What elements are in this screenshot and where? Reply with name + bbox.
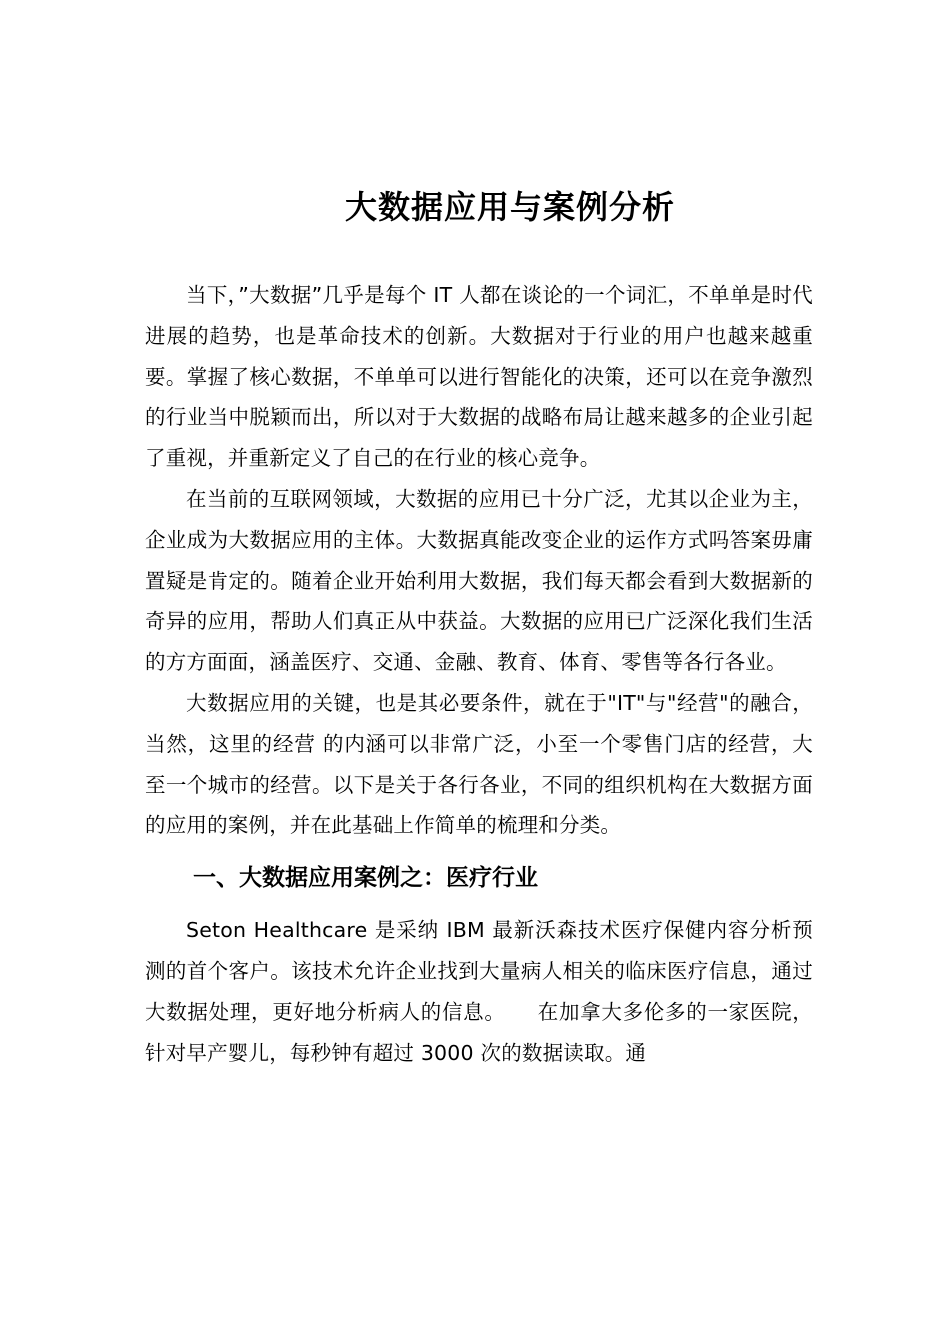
paragraph-internet-field: 在当前的互联网领域，大数据的应用已十分广泛，尤其以企业为主，企业成为大数据应用的主体。大数据真能改变企业的运作方式吗答案毋庸置疑是肯定的。随着企业开始利用大数据，我们每天都会看到大数据新的奇异的应用，帮助人们真正从中获益。大数据的应用已广泛深化我们生活的方方面面，涵盖医疗、交通、金融、教育、体育、零售等各行各业。 [145,486,813,675]
document-title: 大数据应用与案例分析 [344,188,675,226]
paragraph-intro: 当下，”大数据”几乎是每个 IT 人都在谈论的一个词汇，不单单是时代进展的趋势，也是革命技术的创新。大数据对于行业的用户也越来越重要。掌握了核心数据，不单单可以进行智能化的决策，还可以在竞争激烈的行业当中脱颖而出，所以对于大数据的战略布局让越来越多的企业引起了重视，并重新定义了自己的在行业的核心竞争。 [145,283,813,471]
section-heading-medical: 一、大数据应用案例之：医疗行业 [193,865,538,892]
paragraph-medical-case: Seton Healthcare 是采纳 IBM 最新沃森技术医疗保健内容分析预测的首个客户。该技术允许企业找到大量病人相关的临床医疗信息，通过大数据处理，更好地分析病人的信息。 在加拿大多伦多的一家医院，针对早产婴儿，每秒钟有超过 3000 次的数据读取。通 [145,918,813,1065]
document-body [145,275,813,1073]
paragraph-key-condition: 大数据应用的关键，也是其必要条件，就在于"IT"与"经营"的融合，当然，这里的经营 的内涵可以非常广泛，小至一个零售门店的经营，大至一个城市的经营。以下是关于各行各业，不同的组织机构在大数据方面的应用的案例，并在此基础上作简单的梳理和分类。 [145,690,813,838]
